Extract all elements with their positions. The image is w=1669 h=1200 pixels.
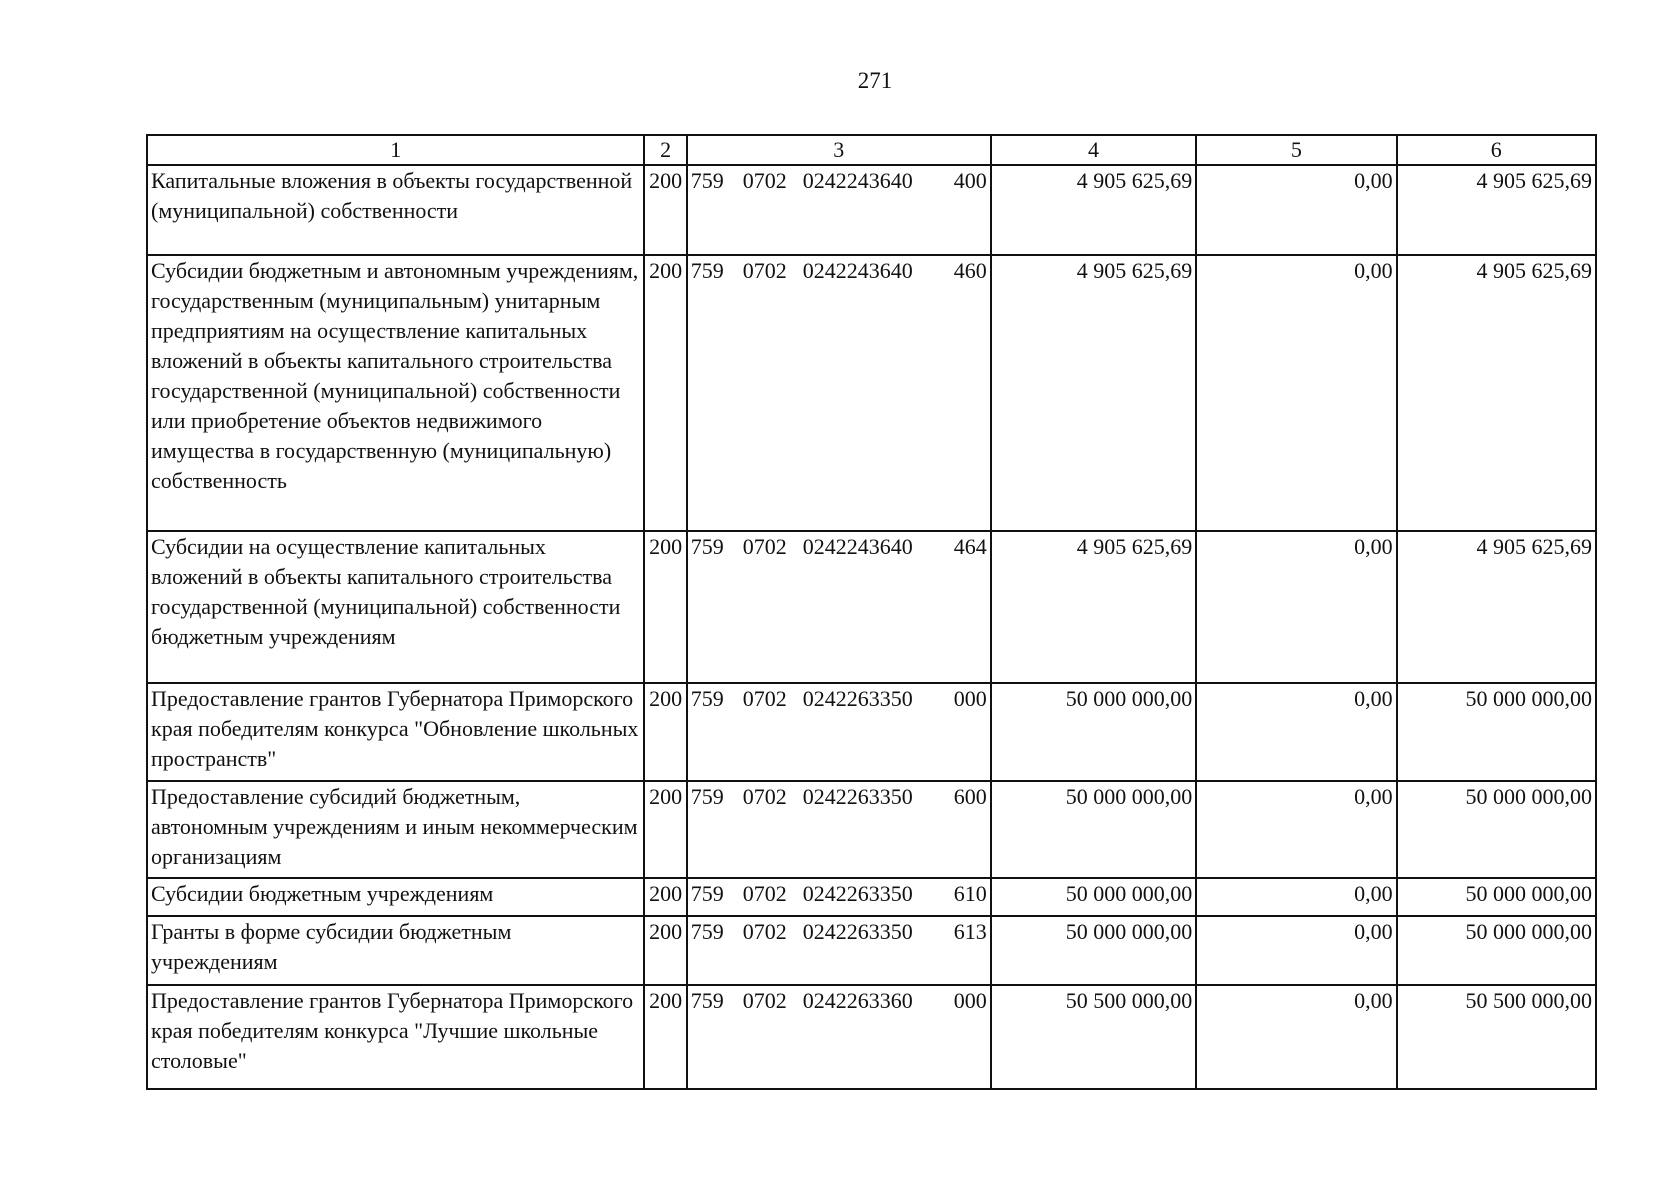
- row-code: [687, 683, 991, 781]
- row-code: [687, 531, 991, 683]
- code-razdel: 0702: [742, 919, 787, 944]
- row-value-5: 0,00: [1196, 878, 1396, 916]
- row-value-6: 50 000 000,00: [1397, 683, 1596, 781]
- row-gr: 200: [644, 255, 686, 531]
- code-vedom: 759: [690, 168, 724, 193]
- row-name: Предоставление грантов Губернатора Приморского края победителям конкурса "Лучшие школьные столовые": [147, 985, 644, 1089]
- header-col-6: 6: [1397, 135, 1596, 165]
- code-vr: 613: [953, 919, 987, 944]
- code-razdel: 0702: [742, 534, 787, 559]
- row-name: Субсидии на осуществление капитальных вложений в объекты капитального строительства государственной (муниципальной) собственности бюджетным учреждениям: [147, 531, 644, 683]
- row-value-6: 50 000 000,00: [1397, 781, 1596, 878]
- row-gr: 200: [644, 531, 686, 683]
- row-value-4: 50 000 000,00: [991, 878, 1196, 916]
- row-gr: 200: [644, 916, 686, 985]
- table-row: [147, 781, 1596, 878]
- row-value-5: 0,00: [1196, 916, 1396, 985]
- code-csr: 0242263350: [802, 686, 913, 711]
- header-col-1: 1: [147, 135, 644, 165]
- table-row: [147, 165, 1596, 255]
- code-vr: 400: [953, 168, 987, 193]
- row-value-4: 4 905 625,69: [991, 531, 1196, 683]
- row-value-4: 50 500 000,00: [991, 985, 1196, 1089]
- code-csr: 0242263360: [802, 988, 913, 1013]
- row-value-4: 4 905 625,69: [991, 255, 1196, 531]
- header-col-3: 3: [687, 135, 991, 165]
- code-vedom: 759: [690, 988, 724, 1013]
- code-razdel: 0702: [742, 784, 787, 809]
- code-vedom: 759: [690, 881, 724, 906]
- row-value-4: 50 000 000,00: [991, 916, 1196, 985]
- row-name: Гранты в форме субсидии бюджетным учреждениям: [147, 916, 644, 985]
- budget-table: [146, 134, 1597, 1090]
- row-code: [687, 916, 991, 985]
- row-value-5: 0,00: [1196, 531, 1396, 683]
- code-csr: 0242243640: [802, 258, 913, 283]
- code-razdel: 0702: [742, 258, 787, 283]
- row-value-4: 50 000 000,00: [991, 781, 1196, 878]
- table-row: [147, 255, 1596, 531]
- row-value-4: 50 000 000,00: [991, 683, 1196, 781]
- table-row: [147, 916, 1596, 985]
- row-name: Субсидии бюджетным учреждениям: [147, 878, 644, 916]
- row-name: Субсидии бюджетным и автономным учреждениям, государственным (муниципальным) унитарным предприятиям на осуществление капитальных вложений в объекты капитального строительства государственной (муниципальной) собственности или приобретение объектов недвижимого имущества в государственную (муниципальную) собственность: [147, 255, 644, 531]
- code-vr: 000: [953, 686, 987, 711]
- row-name: Предоставление грантов Губернатора Приморского края победителям конкурса "Обновление школьных пространств": [147, 683, 644, 781]
- code-vr: 464: [953, 534, 987, 559]
- row-value-5: 0,00: [1196, 781, 1396, 878]
- row-value-4: 4 905 625,69: [991, 165, 1196, 255]
- code-razdel: 0702: [742, 686, 787, 711]
- row-value-5: 0,00: [1196, 255, 1396, 531]
- row-code: [687, 781, 991, 878]
- row-gr: 200: [644, 165, 686, 255]
- table-row: [147, 531, 1596, 683]
- row-gr: 200: [644, 781, 686, 878]
- row-value-6: 50 000 000,00: [1397, 878, 1596, 916]
- row-gr: 200: [644, 683, 686, 781]
- row-gr: 200: [644, 878, 686, 916]
- row-value-6: 4 905 625,69: [1397, 165, 1596, 255]
- code-vr: 610: [953, 881, 987, 906]
- code-vr: 460: [953, 258, 987, 283]
- row-name: Капитальные вложения в объекты государственной (муниципальной) собственности: [147, 165, 644, 255]
- code-vedom: 759: [690, 784, 724, 809]
- row-value-6: 4 905 625,69: [1397, 531, 1596, 683]
- header-col-2: 2: [644, 135, 686, 165]
- row-code: [687, 255, 991, 531]
- row-gr: 200: [644, 985, 686, 1089]
- code-vedom: 759: [690, 686, 724, 711]
- code-vedom: 759: [690, 534, 724, 559]
- code-vr: 600: [953, 784, 987, 809]
- row-value-6: 50 500 000,00: [1397, 985, 1596, 1089]
- code-csr: 0242263350: [802, 881, 913, 906]
- row-code: [687, 878, 991, 916]
- code-vedom: 759: [690, 258, 724, 283]
- table-row: [147, 985, 1596, 1089]
- header-row: [147, 135, 1596, 165]
- row-value-6: 4 905 625,69: [1397, 255, 1596, 531]
- table-row: [147, 683, 1596, 781]
- code-csr: 0242263350: [802, 919, 913, 944]
- code-razdel: 0702: [742, 168, 787, 193]
- header-col-4: 4: [991, 135, 1196, 165]
- code-csr: 0242263350: [802, 784, 913, 809]
- code-razdel: 0702: [742, 881, 787, 906]
- row-value-6: 50 000 000,00: [1397, 916, 1596, 985]
- row-value-5: 0,00: [1196, 165, 1396, 255]
- table-row: [147, 878, 1596, 916]
- row-code: [687, 985, 991, 1089]
- code-vedom: 759: [690, 919, 724, 944]
- page-number: 271: [857, 68, 893, 93]
- row-code: [687, 165, 991, 255]
- row-name: Предоставление субсидий бюджетным, автономным учреждениям и иным некоммерческим организациям: [147, 781, 644, 878]
- code-csr: 0242243640: [802, 534, 913, 559]
- row-value-5: 0,00: [1196, 985, 1396, 1089]
- row-value-5: 0,00: [1196, 683, 1396, 781]
- header-col-5: 5: [1196, 135, 1396, 165]
- code-vr: 000: [953, 988, 987, 1013]
- code-csr: 0242243640: [802, 168, 913, 193]
- code-razdel: 0702: [742, 988, 787, 1013]
